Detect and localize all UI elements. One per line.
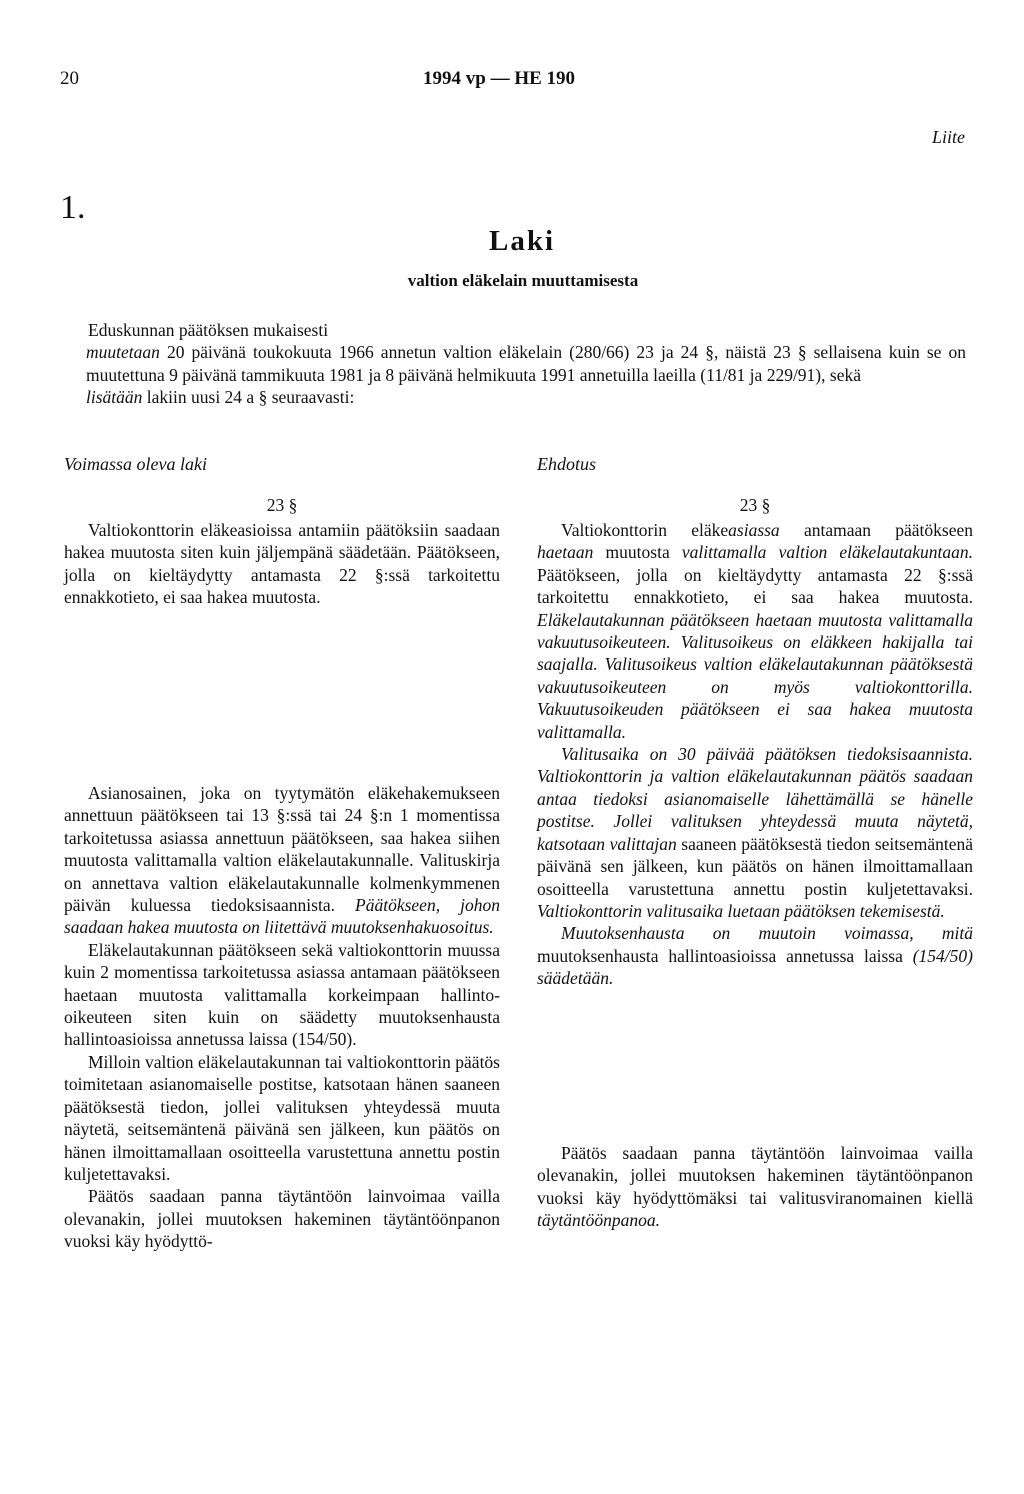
right-italic: valittamalla valtion eläkelautakuntaan. <box>681 542 973 563</box>
preamble-amend-verb: muutetaan <box>86 342 160 363</box>
right-italic: täytäntöönpanoa. <box>537 1210 660 1231</box>
right-s23-paragraph-1 <box>537 519 973 743</box>
appendix-label: Liite <box>932 127 966 147</box>
left-section-24-text <box>64 782 500 1253</box>
right-s24-paragraph <box>537 1142 973 1232</box>
act-subtitle: valtion eläkelain muuttamisesta <box>407 271 639 290</box>
preamble-add-clause <box>86 386 966 408</box>
left-s24-paragraph-2: Eläkelautakunnan päätökseen sekä valtiokonttorin muussa kuin 2 momentissa tarkoitetussa asiassa antamaan päätökseen haetaan muutosta valittamalla korkeimpaan hallinto-oikeuteen siten kuin on säädetty muutoksenhausta hallintoasioissa annetussa laissa (154/50). <box>64 939 500 1050</box>
right-section-23-text <box>537 519 973 990</box>
column-heading-proposal: Ehdotus <box>537 454 597 474</box>
right-text: muutoksenhausta hallintoasioissa annetussa laissa <box>537 945 913 966</box>
preamble-add-text: lakiin uusi 24 a § seuraavasti: <box>142 387 355 408</box>
right-italic: Valitusaika on 30 päivää päätöksen tiedoksisaannista. Valtiokonttorin ja valtion eläkelautakunnan päätös saadaan antaa tiedoksi asianomaiselle lähettämällä se hänelle postitse. Jollei valituksen yhteydessä muuta näytetä, katsotaan valittajan <box>537 744 973 854</box>
right-text: Valtiokonttorin eläke <box>561 520 729 540</box>
preamble-intro: Eduskunnan päätöksen mukaisesti <box>88 320 329 340</box>
page-number: 20 <box>60 68 79 89</box>
left-section-23-text <box>64 519 500 609</box>
act-number: 1. <box>60 189 86 226</box>
right-text: antamaan päätökseen <box>779 520 973 540</box>
column-heading-current-law: Voimassa oleva laki <box>64 454 207 474</box>
right-text: Päätös saadaan panna täytäntöön lainvoimaa vailla olevanakin, jollei muutoksen hakeminen täytäntöönpanon vuoksi käy hyödyttömäksi tai valitusviranomainen kiellä <box>537 1143 973 1208</box>
left-s24-p1-italic: Päätökseen, johon saadaan hakea muutosta on liitettävä muutoksenhakuosoitus. <box>64 895 500 938</box>
right-s23-paragraph-3 <box>537 922 973 989</box>
left-s24-paragraph-3: Milloin valtion eläkelautakunnan tai valtiokonttorin päätös toimitetaan asianomaiselle postitse, katsotaan hänen saaneen päätöksestä tiedon, jollei valituksen yhteydessä muuta näytetä, seitsemäntenä päivänä sen jälkeen, kun päätös on hänen ilmoittamallaan osoitteella varustettuna annettu postin kuljetettavaksi. <box>64 1051 500 1184</box>
right-italic: Muutoksenhausta on muutoin voimassa, mitä <box>561 923 973 944</box>
right-italic: (154/50) säädetään. <box>537 945 973 989</box>
running-head: 1994 vp — HE 190 <box>423 68 576 89</box>
right-text: Päätökseen, jolla on kieltäydytty antamasta 22 §:ssä tarkoitettu ennakkotieto, ei saa hakea muutosta. <box>537 564 973 608</box>
right-section-24-text <box>537 1142 973 1232</box>
preamble-amend-clause <box>86 341 966 386</box>
right-italic: Eläkelautakunnan päätökseen haetaan muutosta valittamalla vakuutusoikeuteen. Valitusoikeus on eläkkeen hakijalla tai saajalla. Valitusoikeus valtion eläkelautakunnan päätöksestä vakuutusoikeuteen on myös valtiokonttorilla. Vakuutusoikeuden päätökseen ei saa hakea muutosta valittamalla. <box>537 609 973 742</box>
left-s24-p1-text: Asianosainen, joka on tyytymätön eläkehakemukseen annettuun päätökseen tai 13 §:ssä tai 24 §:n 1 momentissa tarkoitetussa asiassa annettuun päätökseen, saa hakea siihen muutosta valittamalla valtion eläkelautakunnalle. Valituskirja on annettava valtion eläkelautakunnalle kolmenkymmenen päivän kuluessa tiedoksisaannista. <box>64 783 500 916</box>
left-section-23-heading: 23 § <box>266 495 298 515</box>
right-italic: Valtiokonttorin valitusaika luetaan päätöksen tekemisestä. <box>537 900 945 921</box>
preamble-add-verb: lisätään <box>86 387 143 408</box>
left-s24-paragraph-1 <box>64 782 500 939</box>
left-s24-paragraph-4: Päätös saadaan panna täytäntöön lainvoimaa vailla olevanakin, jollei muutoksen hakeminen täytäntöönpanon vuoksi käy hyödyttö- <box>64 1186 500 1252</box>
right-text: saaneen päätöksestä tiedon seitsemäntenä päivänä sen jälkeen, kun päätös on hänen ilmoittamallaan osoitteella varustettuna annettu postin kuljetettavaksi. <box>537 833 973 899</box>
right-italic: haetaan <box>537 542 594 563</box>
right-italic: asiassa <box>728 520 780 540</box>
right-text: muutosta <box>593 542 682 563</box>
act-title: Laki <box>488 225 556 257</box>
preamble <box>86 319 966 409</box>
right-section-23-heading: 23 § <box>739 495 771 515</box>
left-s23-paragraph: Valtiokonttorin eläkeasioissa antamiin päätöksiin saadaan hakea muutosta siten kuin jäljempänä säädetään. Päätökseen, jolla on kieltäydytty antamasta 22 §:ssä tarkoitettu ennakkotieto, ei saa hakea muutosta. <box>64 520 500 608</box>
right-s23-paragraph-2 <box>537 743 973 922</box>
preamble-amend-text: 20 päivänä toukokuuta 1966 annetun valtion eläkelain (280/66) 23 ja 24 §, näistä 23 § sellaisena kuin se on muutettuna 9 päivänä tammikuuta 1981 ja 8 päivänä helmikuuta 1991 annetuilla laeilla (11/81 ja 229/91), sekä <box>86 342 966 385</box>
